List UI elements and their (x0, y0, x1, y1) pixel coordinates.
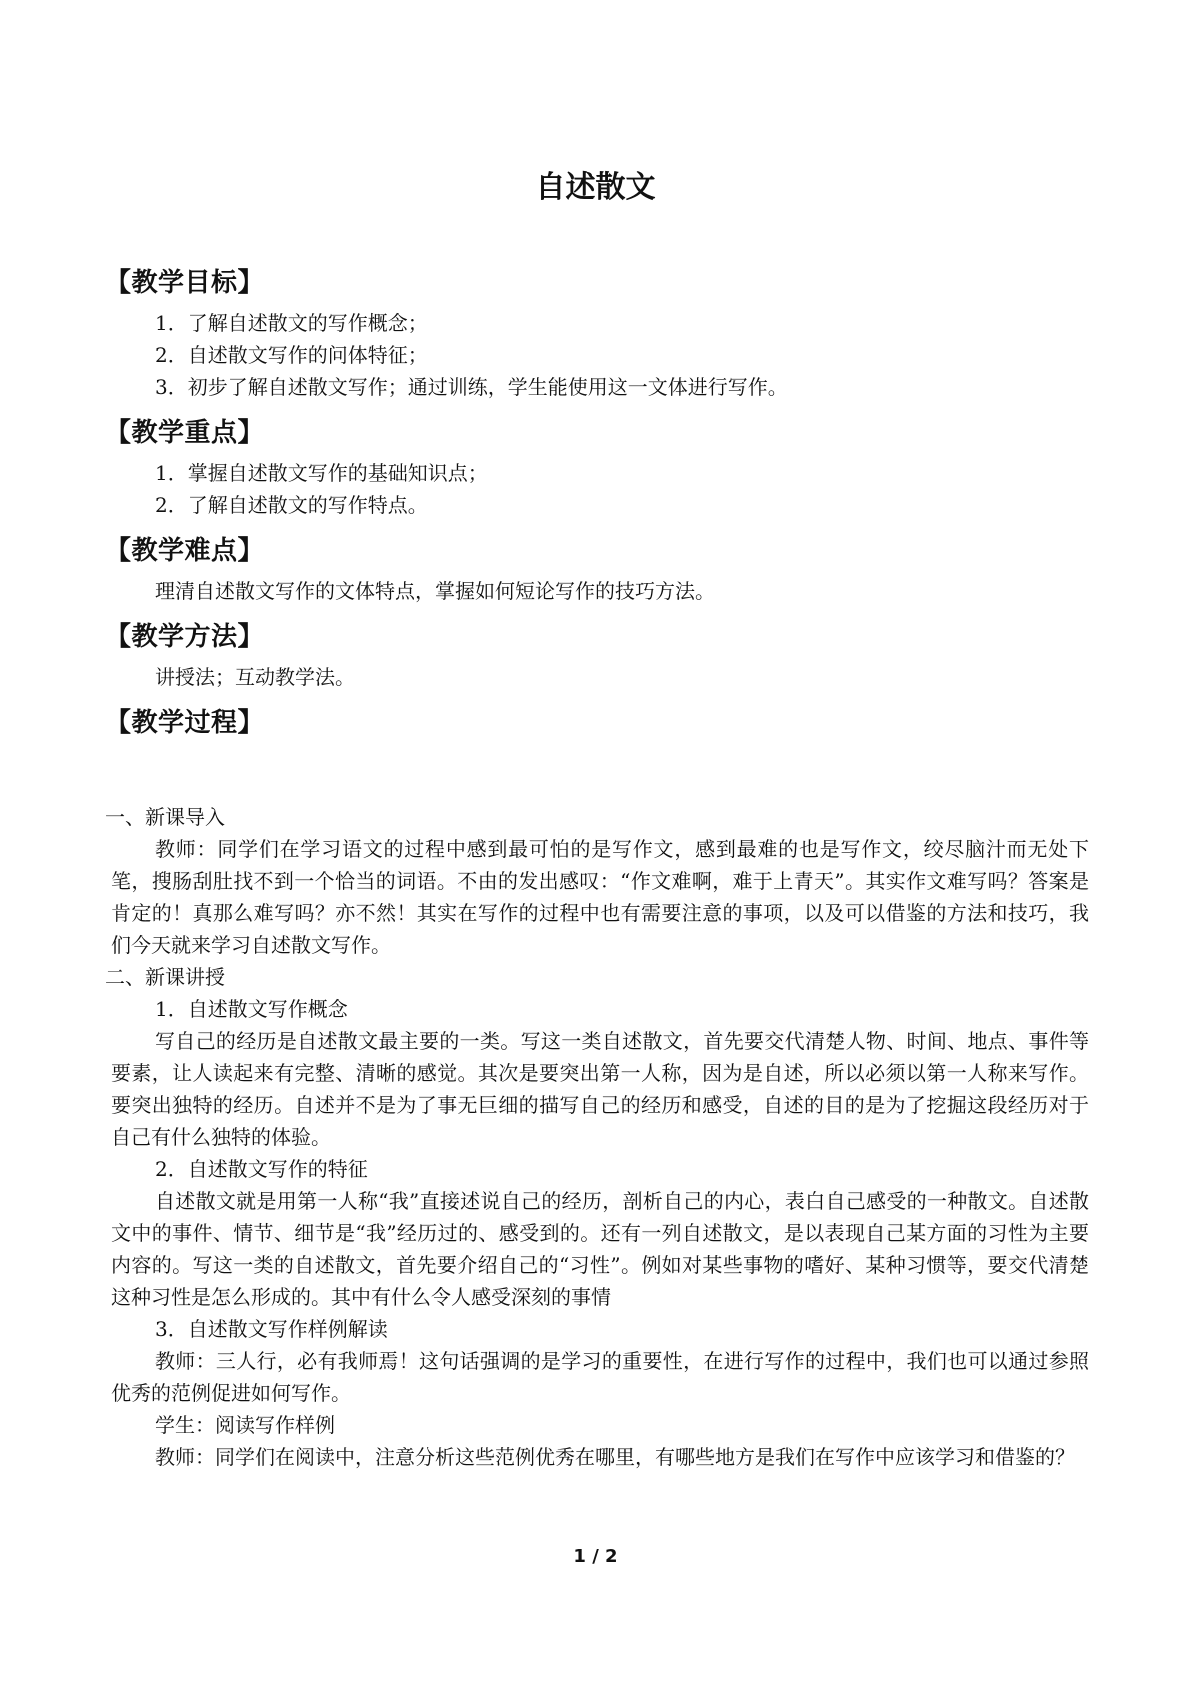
section-heading-process: 【教学过程】 (105, 708, 265, 738)
section-heading-method: 【教学方法】 (105, 622, 265, 652)
section-focus (105, 415, 1089, 521)
document-body (105, 265, 1089, 747)
section-heading-goals: 【教学目标】 (105, 268, 265, 298)
subsection-paragraph-3c: 教师：同学们在阅读中，注意分析这些范例优秀在哪里，有哪些地方是我们在写作中应该学习和借鉴的？ (155, 1445, 1075, 1469)
focus-item: 2．了解自述散文的写作特点。 (155, 493, 428, 517)
section-difficulty (105, 533, 1089, 607)
subsection-title-3: 3．自述散文写作样例解读 (155, 1317, 388, 1341)
subsection-paragraph-1: 写自己的经历是自述散文最主要的一类。写这一类自述散文，首先要交代清楚人物、时间、地点、事件等要素，让人读起来有完整、清晰的感觉。其次是要突出第一人称，因为是自述，所以必须以第一人称来写作。要突出独特的经历。自述并不是为了事无巨细的描写自己的经历和感受，自述的目的是为了挖掘这段经历对于自己有什么独特的体验。 (111, 1029, 1089, 1149)
page-title: 自述散文 (535, 170, 656, 205)
section-heading-difficulty: 【教学难点】 (105, 536, 265, 566)
process-part1-paragraph: 教师：同学们在学习语文的过程中感到最可怕的是写作文，感到最难的也是写作文，绞尽脑汁而无处下笔，搜肠刮肚找不到一个恰当的词语。不由的发出感叹：“作文难啊，难于上青天”。其实作文难写吗？答案是肯定的！真那么难写吗？亦不然！其实在写作的过程中也有需要注意的事项，以及可以借鉴的方法和技巧，我们今天就来学习自述散文写作。 (111, 837, 1089, 957)
section-method (105, 619, 1089, 693)
goal-item: 3．初步了解自述散文写作；通过训练，学生能使用这一文体进行写作。 (155, 375, 788, 399)
process-part2-title: 二、新课讲授 (105, 965, 225, 989)
subsection-paragraph-2: 自述散文就是用第一人称“我”直接述说自己的经历，剖析自己的内心，表白自己感受的一种散文。自述散文中的事件、情节、细节是“我”经历过的、感受到的。还有一列自述散文，是以表现自己某方面的习性为主要内容的。写这一类的自述散文，首先要介绍自己的“习性”。例如对某些事物的嗜好、某种习惯等，要交代清楚这种习性是怎么形成的。其中有什么令人感受深刻的事情 (111, 1189, 1089, 1309)
process-part1-title: 一、新课导入 (105, 805, 225, 829)
subsection-title-2: 2．自述散文写作的特征 (155, 1157, 368, 1181)
process-body (105, 801, 1089, 1473)
section-goals (105, 265, 1089, 403)
focus-item: 1．掌握自述散文写作的基础知识点； (155, 461, 488, 485)
section-heading-focus: 【教学重点】 (105, 418, 265, 448)
subsection-title-1: 1．自述散文写作概念 (155, 997, 348, 1021)
difficulty-text: 理清自述散文写作的文体特点，掌握如何短论写作的技巧方法。 (155, 579, 715, 603)
section-process (105, 705, 1089, 741)
page-number: 1 / 2 (573, 1546, 618, 1567)
goal-item: 1．了解自述散文的写作概念； (155, 311, 428, 335)
subsection-paragraph-3b: 学生：阅读写作样例 (155, 1413, 335, 1437)
subsection-paragraph-3a: 教师：三人行，必有我师焉！这句话强调的是学习的重要性，在进行写作的过程中，我们也可以通过参照优秀的范例促进如何写作。 (111, 1349, 1089, 1405)
method-text: 讲授法；互动教学法。 (155, 665, 355, 689)
goal-item: 2．自述散文写作的问体特征； (155, 343, 428, 367)
